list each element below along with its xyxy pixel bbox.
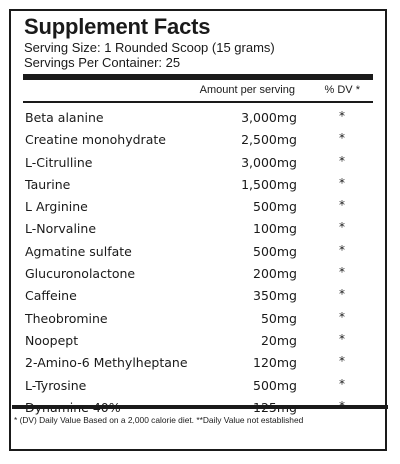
column-header-row <box>23 80 373 101</box>
ingredient-dv: * <box>339 331 345 346</box>
ingredient-dv: * <box>339 109 345 123</box>
footnote: * (DV) Daily Value Based on a 2,000 calorie diet. **Daily Value not established <box>14 415 304 425</box>
ingredient-list <box>23 106 373 418</box>
ingredient-dv: * <box>339 354 345 369</box>
ingredient-amount: 2,500mg <box>241 132 297 148</box>
ingredient-row <box>23 195 373 217</box>
ingredient-name: 2-Amino-6 Methylheptane <box>25 355 188 371</box>
ingredient-row <box>23 106 373 128</box>
ingredient-dv: * <box>339 175 345 190</box>
dv-column-header: % DV * <box>324 84 360 96</box>
ingredient-name: Caffeine <box>25 288 77 304</box>
bottom-divider <box>12 405 388 409</box>
ingredient-amount: 500mg <box>253 377 297 393</box>
ingredient-row <box>23 262 373 284</box>
ingredient-name: Beta alanine <box>25 110 104 125</box>
ingredient-row <box>23 351 373 373</box>
servings-per-container: Servings Per Container: 25 <box>24 55 181 70</box>
ingredient-amount: 120mg <box>253 355 297 371</box>
header-divider <box>23 101 373 103</box>
ingredient-dv: * <box>339 131 345 146</box>
ingredient-row <box>23 151 373 173</box>
ingredient-row <box>23 329 373 351</box>
ingredient-amount: 350mg <box>253 288 297 304</box>
ingredient-row <box>23 240 373 262</box>
ingredient-amount: 200mg <box>253 266 297 282</box>
ingredient-amount: 100mg <box>253 221 297 237</box>
ingredient-name: L Arginine <box>25 199 88 215</box>
ingredient-name: L-Norvaline <box>25 221 97 237</box>
ingredient-dv: * <box>339 376 345 391</box>
ingredient-name: Taurine <box>25 176 71 192</box>
ingredient-name: Agmatine sulfate <box>25 243 132 259</box>
ingredient-name: L-Citrulline <box>25 154 93 170</box>
ingredient-name: Creatine monohydrate <box>25 132 166 148</box>
serving-size: Serving Size: 1 Rounded Scoop (15 grams) <box>24 40 275 55</box>
ingredient-row <box>23 374 373 396</box>
ingredient-row <box>23 284 373 306</box>
ingredient-dv: * <box>339 309 345 324</box>
ingredient-name: Noopept <box>25 332 79 348</box>
ingredient-row <box>23 307 373 329</box>
ingredient-amount: 3,000mg <box>241 154 297 170</box>
amount-column-header: Amount per serving <box>199 84 295 96</box>
ingredient-amount: 20mg <box>260 332 297 348</box>
ingredient-dv: * <box>339 242 345 257</box>
ingredient-amount: 1,500mg <box>241 176 297 192</box>
ingredient-dv: * <box>339 287 345 302</box>
ingredient-dv: * <box>339 198 345 213</box>
ingredient-amount: 500mg <box>253 243 297 259</box>
ingredient-amount: 500mg <box>253 199 297 215</box>
ingredient-row <box>23 173 373 195</box>
ingredient-name: Glucuronolactone <box>25 266 136 282</box>
ingredient-name: L-Tyrosine <box>25 377 87 393</box>
ingredient-dv: * <box>339 220 345 235</box>
supplement-facts-panel <box>9 9 387 451</box>
panel-title: Supplement Facts <box>24 14 211 39</box>
ingredient-amount: 3,000mg <box>241 110 297 125</box>
ingredient-name: Theobromine <box>25 310 108 326</box>
ingredient-dv: * <box>339 265 345 280</box>
ingredient-row <box>23 217 373 239</box>
ingredient-dv: * <box>339 153 345 168</box>
ingredient-row <box>23 128 373 150</box>
ingredient-amount: 50mg <box>260 310 297 326</box>
